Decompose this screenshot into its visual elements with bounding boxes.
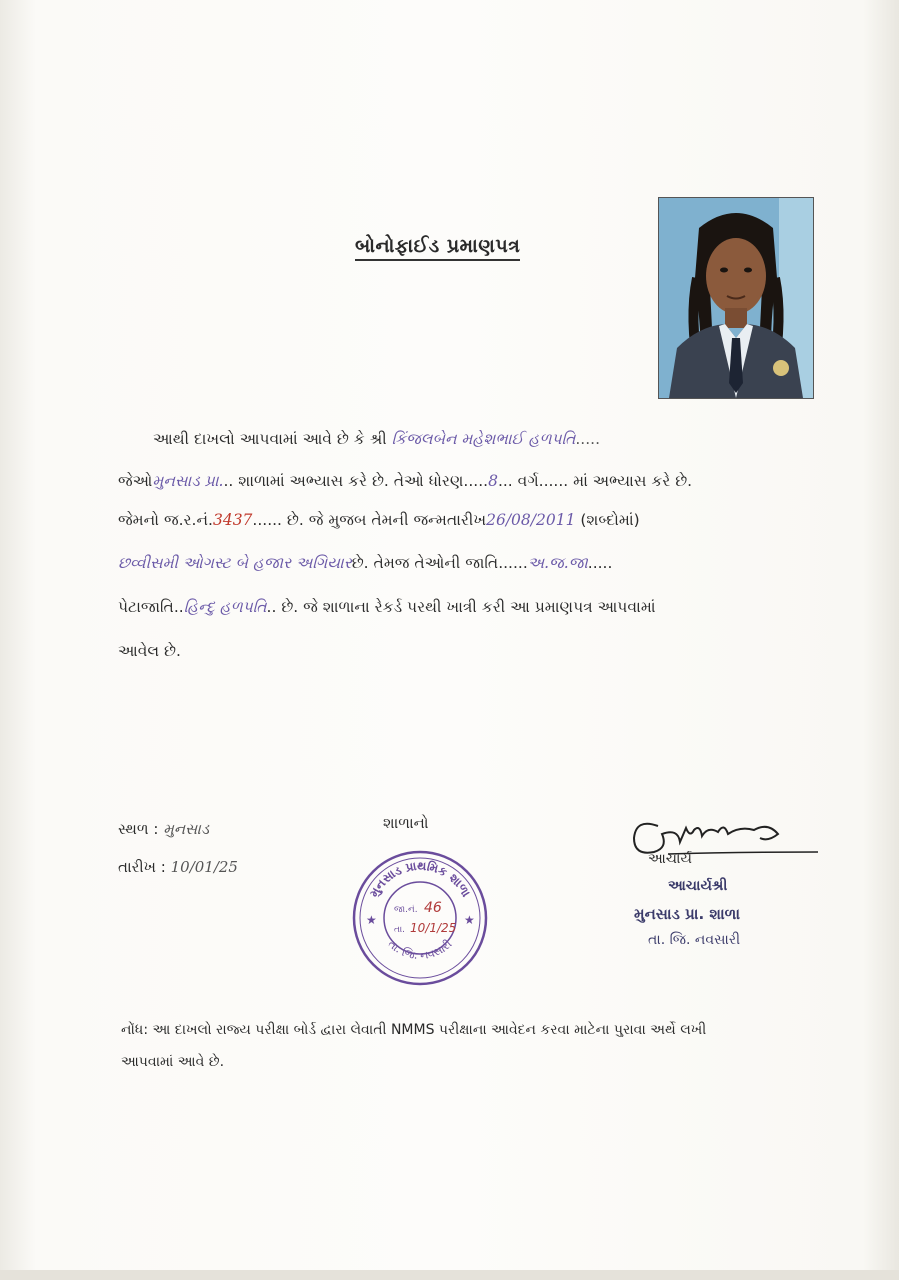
student-photo <box>658 197 814 399</box>
dob-in-words: છવ્વીસમી ઓગસ્ટ બે હજાર અગિયાર <box>118 554 352 572</box>
line2-prefix: જેઓ <box>118 472 153 490</box>
bottom-edge <box>0 1270 899 1280</box>
body-line-4: છવ્વીસમી ઓગસ્ટ બે હજાર અગિયારછે. તેમજ તેઓની જાતિ......અ.જ.જા..... <box>118 554 613 572</box>
school-district: તા. જિ. નવસારી <box>648 932 741 948</box>
line2-mid: શાળામાં અભ્યાસ કરે છે. તેઓ ધોરણ <box>238 472 464 490</box>
place-label: સ્થળ : <box>118 820 159 838</box>
stamp-top-text: મુનસાડ પ્રાથમિક શાળા <box>366 858 474 900</box>
gr-number: 3437 <box>212 511 253 529</box>
certificate-title: બોનોફાઈડ પ્રમાણપત્ર <box>355 235 520 261</box>
principal-title: આચાર્યશ્રી <box>668 878 728 894</box>
date-row <box>118 858 238 876</box>
line5-prefix: પેટાજાતિ <box>118 598 174 616</box>
body-line-6: આવેલ છે. <box>118 642 181 660</box>
place-value: મુનસાડ <box>163 820 210 838</box>
stamp-date-label: તા. <box>394 925 406 935</box>
school-seal-name: મુનસાડ પ્રા. શાળા <box>634 905 740 923</box>
dots-1: ..... <box>575 430 601 448</box>
body-line-1 <box>153 430 600 449</box>
line5-suffix: છે. જે શાળાના રેકર્ડ પરથી ખાત્રી કરી આ પ્રમાણપત્ર આપવામાં <box>281 598 656 616</box>
line3-mid: છે. જે મુજબ તેમની જન્મતારીખ <box>286 511 487 529</box>
stamp-star-right: ★ <box>464 913 475 927</box>
caste: અ.જ.જા <box>527 554 588 572</box>
date-label: તારીખ : <box>118 858 166 876</box>
school-stamp <box>350 848 490 988</box>
place-row <box>118 820 209 838</box>
subcaste: હિન્દુ હળપતિ <box>183 598 267 616</box>
line4-mid: છે. તેમજ તેઓની જાતિ <box>351 554 499 572</box>
line2-suffix: માં અભ્યાસ કરે છે. <box>573 472 693 490</box>
line3-suffix: (શબ્દોમાં) <box>580 511 640 529</box>
principal-label: આચાર્ય <box>648 851 692 867</box>
line2-mid2: વર્ગ <box>517 472 539 490</box>
student-name: કિંજલબેન મહેશભાઈ હળપતિ <box>391 430 576 448</box>
note-line-2: આપવામાં આવે છે. <box>121 1054 225 1070</box>
date-value: 10/01/25 <box>170 858 238 876</box>
line3-prefix: જેમનો જ.ર.નં. <box>118 511 213 529</box>
stamp-bottom-text: તા. જિ. નવસારી <box>385 937 455 963</box>
note-line-1: નોંધ: આ દાખલો રાજ્ય પરીક્ષા બોર્ડ દ્વારા લેવાતી NMMS પરીક્ષાના આવેદન કરવા માટેના પુરાવા અર્થે લખી <box>121 1022 707 1038</box>
stamp-date-value: 10/1/25 <box>410 921 457 935</box>
line1-prefix: આથી દાખલો આપવામાં આવે છે કે શ્રી <box>153 430 387 448</box>
date-of-birth: 26/08/2011 <box>486 511 576 529</box>
standard: 8 <box>488 472 498 490</box>
body-line-5: પેટાજાતિ..હિન્દુ હળપતિ.. છે. જે શાળાના રેકર્ડ પરથી ખાત્રી કરી આ પ્રમાણપત્ર આપવામાં <box>118 598 656 616</box>
school-name: મુનસાડ પ્રા. <box>152 472 224 490</box>
stamp-label: શાળાનો <box>383 814 429 832</box>
stamp-reg-value: 46 <box>424 900 442 916</box>
body-line-2: જેઓમુનસાડ પ્રા... શાળામાં અભ્યાસ કરે છે. તેઓ ધોરણ.....8... વર્ગ...... માં અભ્યાસ કરે છે. <box>118 472 693 490</box>
stamp-reg-label: જા.નં. <box>394 905 418 915</box>
body-line-3: જેમનો જ.ર.નં.3437...... છે. જે મુજબ તેમની જન્મતારીખ26/08/2011 (શબ્દોમાં) <box>118 511 640 529</box>
stamp-star-left: ★ <box>366 913 377 927</box>
